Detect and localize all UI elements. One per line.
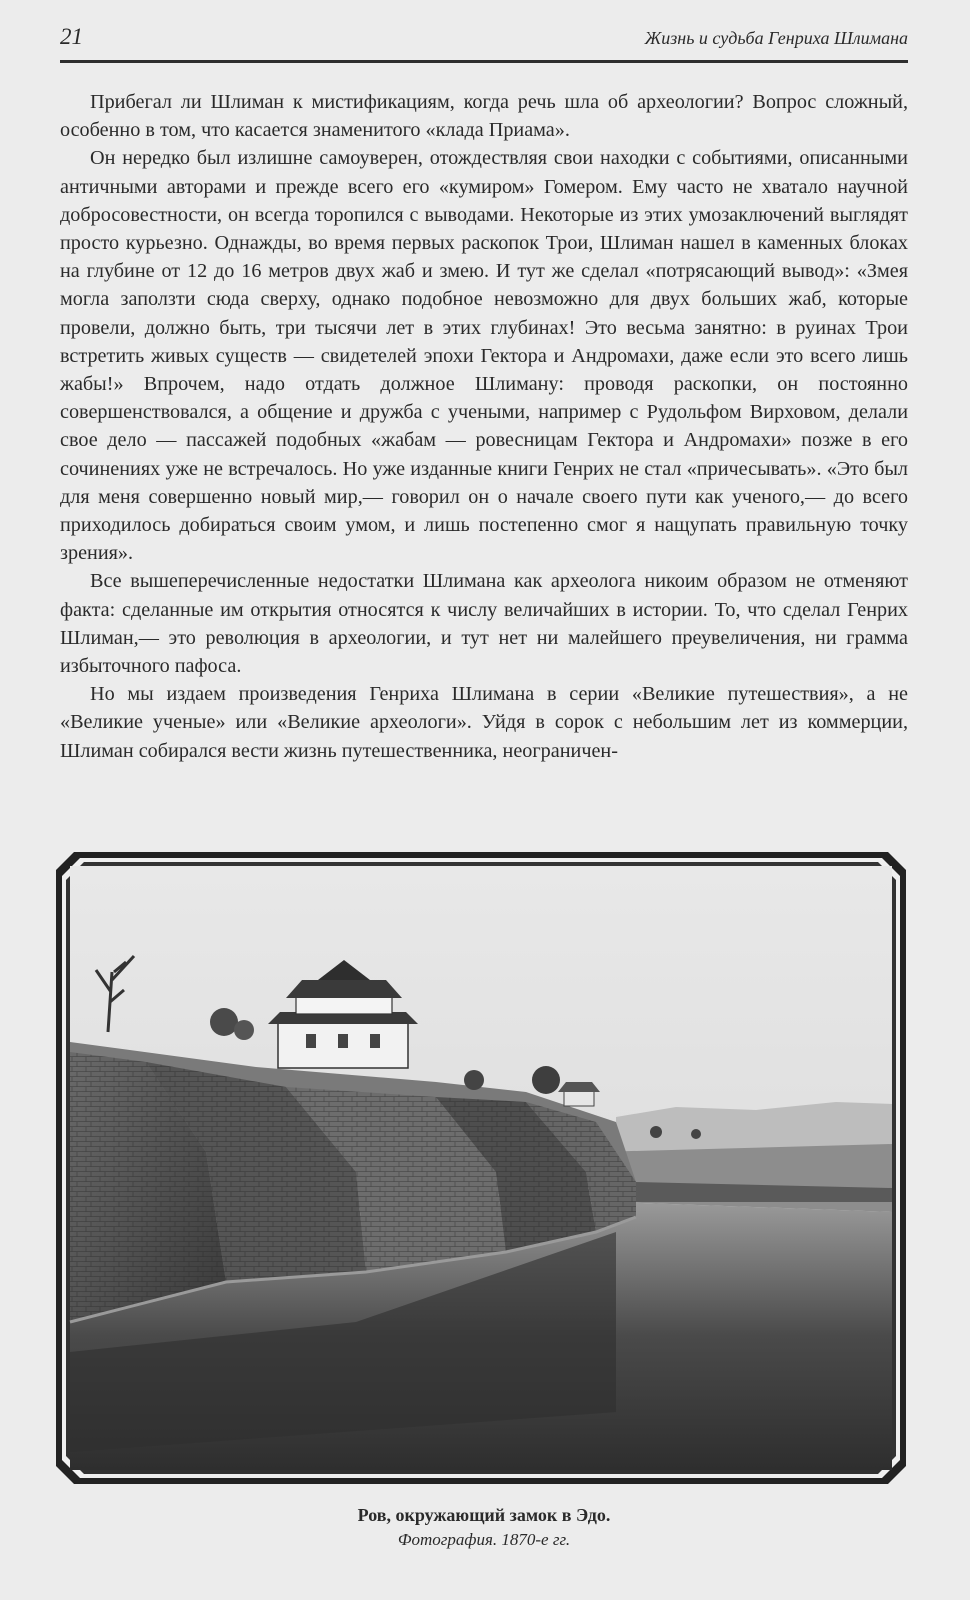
page-header <box>60 24 908 58</box>
caption-title: Ров, окружающий замок в Эдо. <box>357 1505 611 1525</box>
paragraph: Прибегал ли Шлиман к мистификациям, когда речь шла об археологии? Вопрос сложный, особенно в том, что касается знаменитого «клада Приама». <box>60 91 908 142</box>
header-rule <box>60 60 908 63</box>
caption-subtitle: Фотография. 1870-е гг. <box>397 1530 571 1549</box>
body-text <box>60 88 908 765</box>
page-number: 21 <box>60 24 83 49</box>
paragraph: Но мы издаем произведения Генриха Шлимана в серии «Великие путешествия», а не «Великие ученые» или «Великие археологи». Уйдя в сорок с небольшим лет из коммерции, Шлиман собирался вести жизнь путешественника, неограничен- <box>60 683 908 762</box>
paragraph: Все вышеперечисленные недостатки Шлимана как археолога никоим образом не отменяют факта: сделанные им открытия относятся к числу величайших в истории. То, что сделал Генрих Шлиман,— это революция в археологии, и тут нет ни малейшего преувеличения, ни грамма избыточного пафоса. <box>60 570 908 678</box>
figure-caption <box>60 1502 908 1552</box>
paragraph: Он нередко был излишне самоуверен, отождествляя свои находки с событиями, описанными античными авторами и прежде всего его «кумиром» Гомером. Ему часто не хватало научной добросовестности, он всегда торопился с выводами. Некоторые из этих умозаключений выглядят просто курьезно. Однажды, во время первых раскопок Трои, Шлиман нашел в каменных блоках на глубине от 12 до 16 метров двух жаб и змею. И тут же сделал «потрясающий вывод»: «Змея могла заползти сюда сверху, однако подобное невозможно для двух больших жаб, которые провели, должно быть, три тысячи лет в этих глубинах! Это весьма занятно: в руинах Трои встретить живых существ — свидетелей эпохи Гектора и Андромахи, даже если это всего лишь жабы!» Впрочем, надо отдать должное Шлиману: проводя раскопки, он постоянно совершенствовался, а общение и дружба с учеными, например с Рудольфом Вирховом, делали свое дело — пассажей подобных «жабам — ровесницам Гектора и Андромахи» позже в его сочинениях уже не встречалось. Но уже изданные книги Генрих не стал «причесывать». «Это был для меня совершенно новый мир,— говорил он о начале своего пути как ученого,— до всего приходилось добираться своим умом, и лишь постепенно смог я нащупать правильную точку зрения». <box>60 147 908 565</box>
figure-photo <box>56 852 906 1484</box>
castle-moat-photo <box>56 852 906 1484</box>
running-title: Жизнь и судьба Генриха Шлимана <box>644 28 908 48</box>
